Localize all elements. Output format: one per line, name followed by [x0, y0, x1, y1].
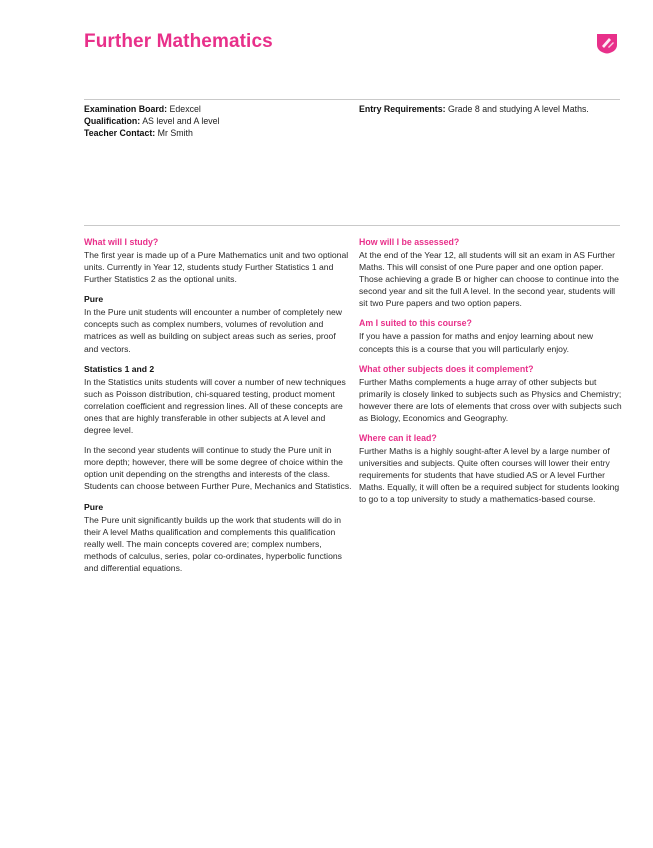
suitability-heading: Am I suited to this course?: [359, 318, 472, 329]
right-column: [359, 236, 625, 514]
pure-year2-text: The Pure unit significantly builds up the work that students will do in their A level Maths qualification and complements this qualification really well. The main concepts covered are; complex numbers, methods of calculus, series, polar co-ordinates, hyperbolic functions and differential equations.: [84, 514, 342, 573]
top-divider: [84, 99, 620, 100]
entry-requirements-label: Entry Requirements:: [359, 104, 446, 114]
teacher-contact-row: [84, 127, 344, 139]
left-column: [84, 236, 352, 582]
qualification-value: AS level and A level: [142, 116, 220, 126]
exam-board-value: Edexcel: [169, 104, 201, 114]
assessment-heading: How will I be assessed?: [359, 237, 460, 247]
suitability-text: If you have a passion for maths and enjoy learning about new concepts this is a course that you will particularly enjoy.: [359, 331, 594, 354]
statistics-text: In the Statistics units students will cover a number of new techniques such as Poisson distribution, chi-squared testing, product moment correlation coefficient and regression lines. All of these concepts are ones that are highly transferable in other subjects at A level and degree level.: [84, 376, 346, 436]
qualification-label: Qualification:: [84, 116, 141, 126]
complement-heading: What other subjects does it complement?: [359, 363, 534, 374]
school-crest-logo-icon: [596, 32, 618, 54]
assessment-text: At the end of the Year 12, all students will sit an exam in AS Further Maths. This will consist of one Pure paper and one option paper. Those achieving a grade B or higher can choose to continue into the second year and sit the full A level. In the second year, students will sit two Pure papers and two option papers.: [359, 250, 619, 309]
study-text: The first year is made up of a Pure Mathematics unit and two optional units. Currently in Year 12, students study Further Statistics 1 and Further Statistics 2 as the optional units.: [84, 250, 349, 285]
teacher-contact-value: Mr Smith: [157, 128, 193, 138]
course-details: [84, 103, 344, 139]
section-divider: [84, 225, 620, 226]
exam-board-label: Examination Board:: [84, 104, 168, 114]
statistics-heading: Statistics 1 and 2: [84, 363, 155, 374]
second-year-text: In the second year students will continue to study the Pure unit in more depth; however, there will be some degree of choice within the option unit depending on the strengths and interests of the class. Students can choose between Further Pure, Mechanics and Statistics.: [84, 445, 352, 492]
page-title: Further Mathematics: [84, 31, 273, 52]
entry-requirements: [359, 103, 623, 115]
entry-requirements-value: Grade 8 and studying A level Maths.: [447, 104, 589, 114]
study-heading: What will I study?: [84, 237, 159, 247]
career-text: Further Maths is a highly sought-after A level by a large number of universities and subjects. Quite often courses will lower their entry requirements for students that have studied AS or A level Further Maths. Equally, it will often be a required subject for students looking to go to a top university to study a mathematics-based course.: [359, 446, 620, 505]
pure-year1-text: In the Pure unit students will encounter a number of completely new concepts such as complex numbers, volumes of revolution and matrices as well as building on subject areas such as series, proof and vectors.: [84, 307, 342, 354]
qualification-row: [84, 115, 344, 127]
exam-board-row: [84, 103, 344, 115]
complement-text: Further Maths complements a huge array of other subjects but primarily is closely linked to subjects such as Physics and Chemistry; however there are lots of elements that cross over with subjects such as Biology, Economics and Geography.: [359, 376, 622, 423]
career-heading: Where can it lead?: [359, 433, 437, 444]
pure-year1-heading: Pure: [84, 294, 104, 305]
teacher-contact-label: Teacher Contact:: [84, 128, 156, 138]
pure-year2-heading: Pure: [84, 501, 104, 512]
